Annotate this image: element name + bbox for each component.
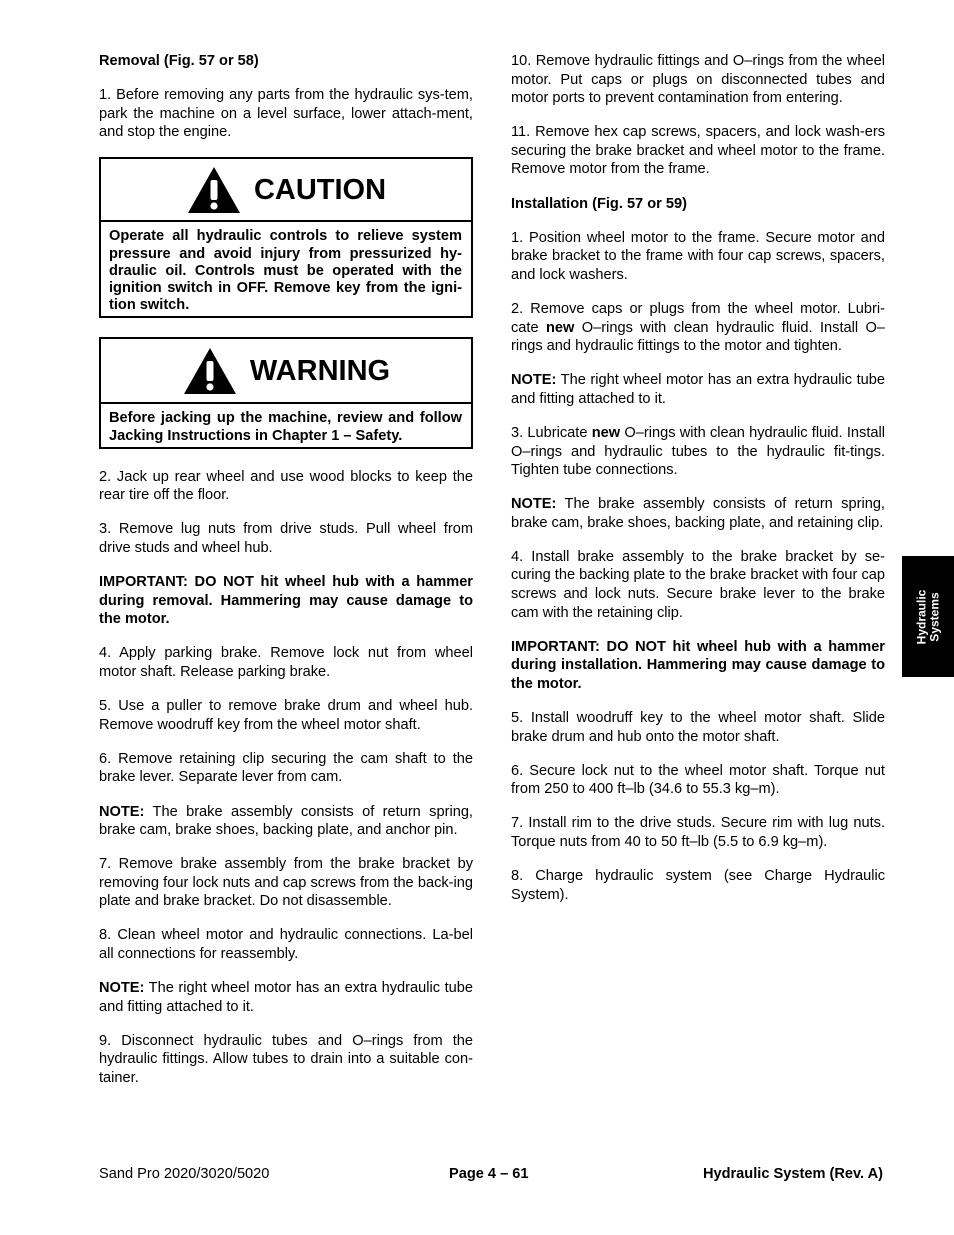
install-step-5: 5. Install woodruff key to the wheel motor shaft. Slide brake drum and hub onto the motor shaft. [511, 710, 885, 745]
caution-box [99, 157, 473, 318]
note-text: The brake assembly consists of return spring, brake cam, brake shoes, backing plate, and retaining clip. [511, 496, 885, 531]
caution-triangle-icon [186, 165, 242, 215]
removal-step-5: 5. Use a puller to remove brake drum and wheel hub. Remove woodruff key from the wheel motor shaft. [99, 698, 473, 733]
footer-page-number: Page 4 – 61 [449, 1166, 529, 1182]
caution-title: CAUTION [253, 173, 387, 206]
removal-note-2 [99, 979, 473, 1016]
warning-triangle-icon [182, 346, 238, 396]
removal-important: IMPORTANT: DO NOT hit wheel hub with a hammer during removal. Hammering may cause damage to the motor. [99, 574, 473, 628]
warning-box [99, 337, 473, 448]
warning-text: Before jacking up the machine, review and follow Jacking Instructions in Chapter 1 – Safety. [109, 410, 462, 444]
text-run: 3. Lubricate [511, 424, 592, 441]
removal-step-6: 6. Remove retaining clip securing the cam shaft to the brake lever. Separate lever from cam. [99, 750, 473, 786]
install-important: IMPORTANT: DO NOT hit wheel hub with a hammer during installation. Hammering may cause damage to the motor. [511, 638, 885, 692]
note-label: NOTE: [99, 803, 145, 820]
removal-step-9: 9. Disconnect hydraulic tubes and O–rings from the hydraulic fittings. Allow tubes to drain into a suitable con-tainer. [99, 1032, 473, 1087]
install-note-2 [511, 495, 885, 532]
note-label: NOTE: [511, 372, 557, 389]
emphasis-new: new [591, 424, 621, 441]
note-text: The right wheel motor has an extra hydraulic tube and fitting attached to it. [511, 372, 885, 407]
note-text: The brake assembly consists of return spring, brake cam, brake shoes, backing plate, and anchor pin. [99, 803, 473, 839]
footer-model: Sand Pro 2020/3020/5020 [99, 1166, 270, 1182]
right-column [511, 52, 885, 920]
emphasis-new: new [546, 319, 575, 336]
removal-step-1: 1. Before removing any parts from the hydraulic sys-tem, park the machine on a level surface, lower attach-ment, and stop the engine. [99, 87, 473, 141]
removal-step-4: 4. Apply parking brake. Remove lock nut from wheel motor shaft. Release parking brake. [99, 645, 473, 681]
install-note-1 [511, 371, 885, 408]
removal-note-1 [99, 803, 473, 840]
install-step-4: 4. Install brake assembly to the brake bracket by se-curing the backing plate to the brake bracket with four cap screws and lock nuts. Secure brake lever to the brake cam with the retaining clip. [511, 548, 885, 621]
removal-step-3: 3. Remove lug nuts from drive studs. Pull wheel from drive studs and wheel hub. [99, 521, 473, 557]
side-tab-line-1: Hydraulic [914, 589, 928, 644]
removal-step-10: 10. Remove hydraulic fittings and O–rings from the wheel motor. Put caps or plugs on disconnected tubes and motor ports to prevent contamination from entering. [511, 53, 885, 107]
install-step-8: 8. Charge hydraulic system (see Charge Hydraulic System). [511, 868, 885, 903]
installation-heading: Installation (Fig. 57 or 59) [511, 195, 687, 212]
install-step-7: 7. Install rim to the drive studs. Secure rim with lug nuts. Torque nuts from 40 to 50 ft–lb (5.5 to 6.9 kg–m). [511, 815, 885, 850]
note-text: The right wheel motor has an extra hydraulic tube and fitting attached to it. [99, 980, 473, 1015]
section-side-tab [902, 556, 954, 677]
text-run: O–rings with clean hydraulic fluid. Install O–rings and hydraulic tubes to the hydraulic fit-tings. Tighten tube connections. [511, 424, 885, 479]
warning-title: WARNING [249, 354, 391, 387]
removal-step-7: 7. Remove brake assembly from the brake bracket by removing four lock nuts and cap screws from the back-ing plate and brake bracket. Do not disassemble. [99, 856, 473, 910]
warning-header [101, 339, 471, 404]
side-tab-line-2: Systems [927, 591, 941, 642]
text-run: 2. Remove caps or plugs from the wheel motor. Lubri-cate [511, 300, 885, 336]
text-run: O–rings with clean hydraulic fluid. Install O–rings and hydraulic fittings to the motor and tighten. [511, 319, 885, 355]
footer-section-title: Hydraulic System (Rev. A) [702, 1166, 883, 1182]
caution-header [101, 159, 471, 222]
left-column [99, 52, 473, 1103]
install-step-6: 6. Secure lock nut to the wheel motor shaft. Torque nut from 250 to 400 ft–lb (34.6 to 55.3 kg–m). [511, 762, 885, 798]
side-tab-label [915, 589, 941, 644]
removal-step-11: 11. Remove hex cap screws, spacers, and lock wash-ers securing the brake bracket and wheel motor to the frame. Remove motor from the frame. [511, 124, 885, 178]
install-step-3 [511, 424, 885, 480]
removal-step-2: 2. Jack up rear wheel and use wood blocks to keep the rear tire off the floor. [99, 468, 473, 504]
note-label: NOTE: [99, 980, 145, 997]
caution-text: Operate all hydraulic controls to relieve system pressure and avoid injury from pressurized hy-draulic oil. Controls must be operated with the ignition switch in OFF. Remove key from the igni-tion switch. [109, 228, 462, 314]
note-label: NOTE: [511, 496, 557, 513]
install-step-2 [511, 300, 885, 356]
install-step-1: 1. Position wheel motor to the frame. Secure motor and brake bracket to the frame with four cap screws, spacers, and lock washers. [511, 229, 885, 283]
removal-step-8: 8. Clean wheel motor and hydraulic connections. La-bel all connections for reassembly. [99, 927, 473, 963]
removal-heading: Removal (Fig. 57 or 58) [99, 53, 259, 69]
